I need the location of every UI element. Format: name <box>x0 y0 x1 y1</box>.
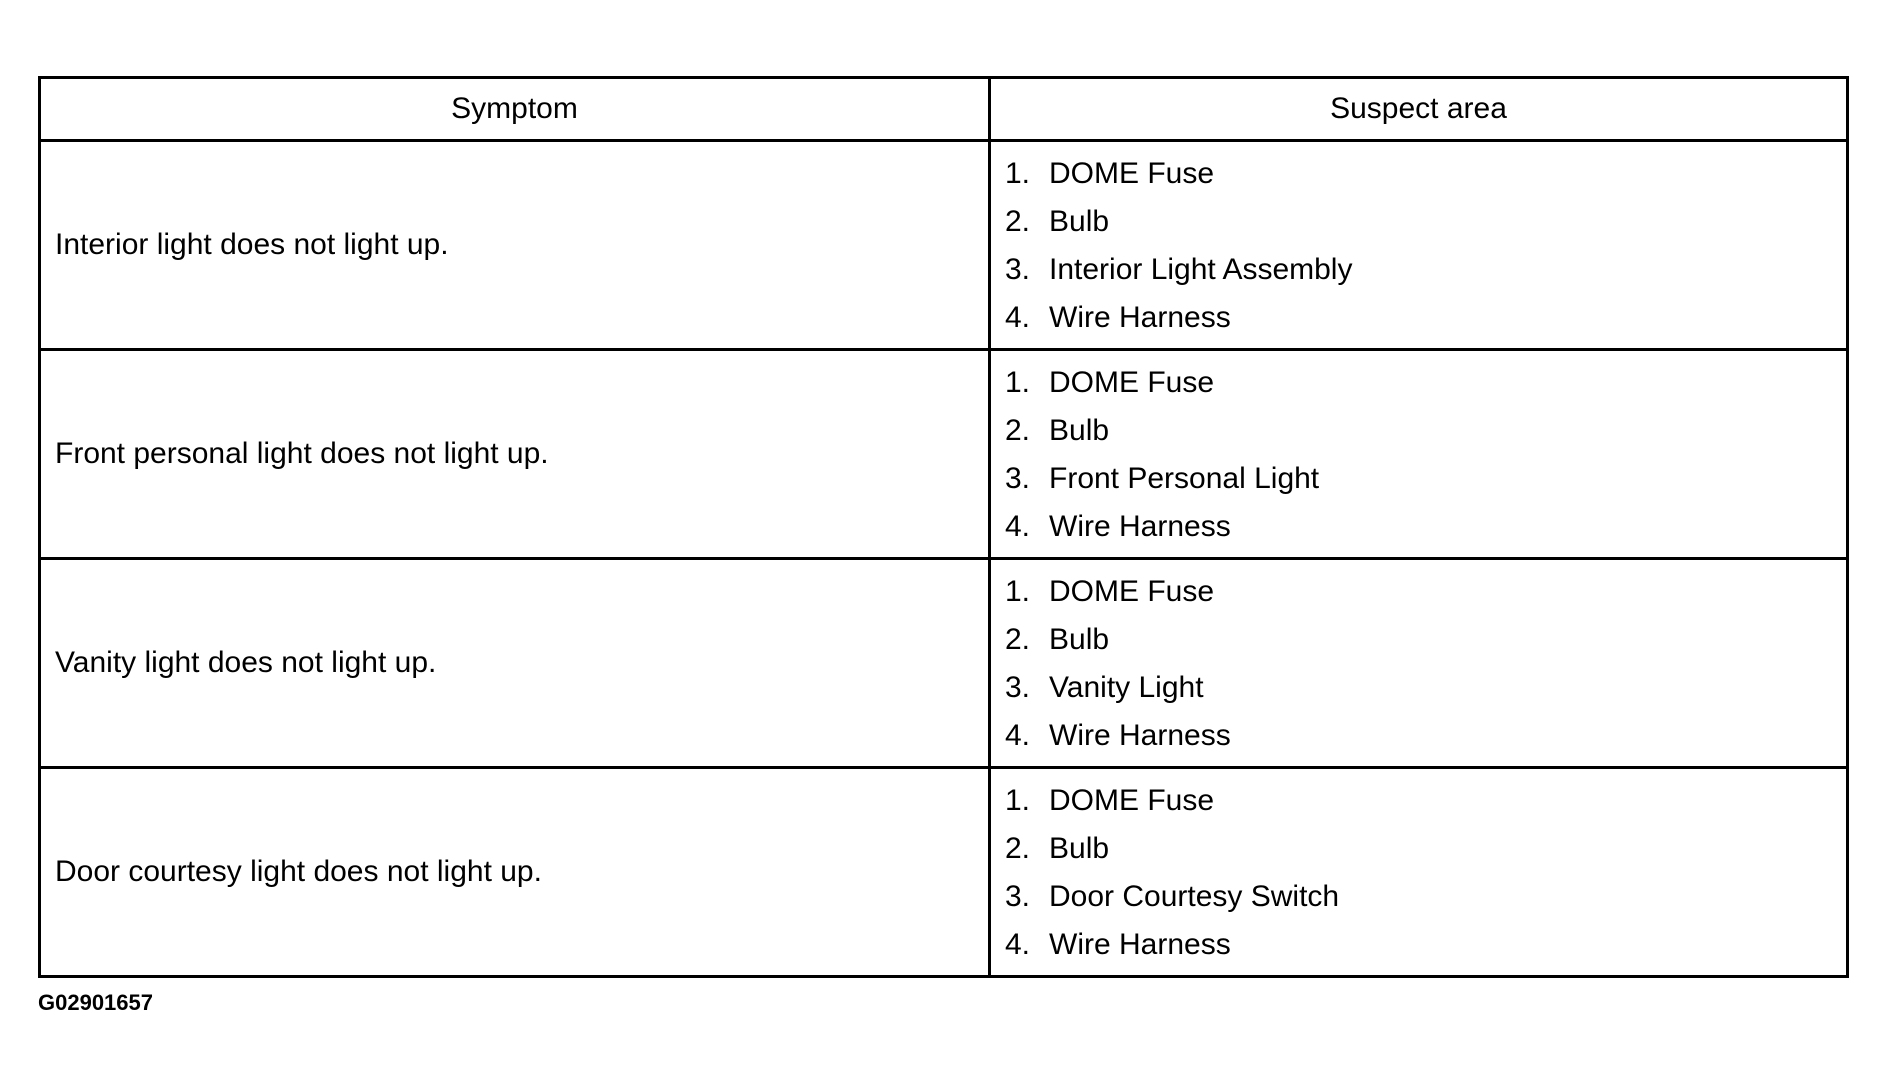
table-row <box>40 768 1848 977</box>
suspect-list <box>991 769 1846 975</box>
list-item <box>1005 198 1846 246</box>
figure-code: G02901657 <box>38 990 153 1015</box>
table-row <box>40 559 1848 768</box>
suspect-list <box>991 560 1846 766</box>
item-number: 3. <box>1005 880 1031 913</box>
item-number: 2. <box>1005 832 1031 865</box>
list-item <box>1005 246 1846 294</box>
item-text: Interior Light Assembly <box>1049 253 1353 286</box>
list-item <box>1005 777 1846 825</box>
item-number: 1. <box>1005 784 1031 817</box>
list-item <box>1005 825 1846 873</box>
symptom-cell: Front personal light does not light up. <box>40 350 990 559</box>
list-item <box>1005 664 1846 712</box>
item-number: 3. <box>1005 253 1031 286</box>
item-text: Wire Harness <box>1049 510 1231 543</box>
suspect-area-cell <box>990 768 1848 977</box>
list-item <box>1005 616 1846 664</box>
item-number: 4. <box>1005 928 1031 961</box>
list-item <box>1005 150 1846 198</box>
list-item <box>1005 712 1846 760</box>
suspect-area-cell <box>990 141 1848 350</box>
item-text: Wire Harness <box>1049 928 1231 961</box>
suspect-area-column-header: Suspect area <box>990 78 1848 141</box>
item-text: DOME Fuse <box>1049 575 1215 608</box>
item-number: 2. <box>1005 623 1031 656</box>
item-number: 4. <box>1005 510 1031 543</box>
list-item <box>1005 359 1846 407</box>
symptom-column-header: Symptom <box>40 78 990 141</box>
item-number: 4. <box>1005 719 1031 752</box>
item-text: DOME Fuse <box>1049 784 1215 817</box>
suspect-area-cell <box>990 350 1848 559</box>
item-number: 3. <box>1005 462 1031 495</box>
symptom-cell: Interior light does not light up. <box>40 141 990 350</box>
suspect-area-cell <box>990 559 1848 768</box>
troubleshooting-table <box>38 76 1849 978</box>
item-text: Vanity Light <box>1049 671 1204 704</box>
troubleshooting-table-container <box>38 76 1846 978</box>
table-row <box>40 141 1848 350</box>
list-item <box>1005 873 1846 921</box>
item-text: Wire Harness <box>1049 301 1231 334</box>
symptom-cell: Door courtesy light does not light up. <box>40 768 990 977</box>
item-text: Bulb <box>1049 623 1110 656</box>
suspect-list <box>991 142 1846 348</box>
table-row <box>40 350 1848 559</box>
item-text: Bulb <box>1049 205 1110 238</box>
list-item <box>1005 294 1846 342</box>
item-text: Wire Harness <box>1049 719 1231 752</box>
item-number: 1. <box>1005 157 1031 190</box>
item-text: Door Courtesy Switch <box>1049 880 1340 913</box>
item-number: 1. <box>1005 366 1031 399</box>
item-text: DOME Fuse <box>1049 366 1215 399</box>
list-item <box>1005 568 1846 616</box>
item-number: 1. <box>1005 575 1031 608</box>
suspect-list <box>991 351 1846 557</box>
list-item <box>1005 921 1846 969</box>
list-item <box>1005 407 1846 455</box>
symptom-cell: Vanity light does not light up. <box>40 559 990 768</box>
item-number: 3. <box>1005 671 1031 704</box>
table-header-row <box>40 78 1848 141</box>
item-number: 2. <box>1005 205 1031 238</box>
item-number: 4. <box>1005 301 1031 334</box>
item-number: 2. <box>1005 414 1031 447</box>
item-text: Bulb <box>1049 832 1110 865</box>
item-text: Bulb <box>1049 414 1110 447</box>
item-text: DOME Fuse <box>1049 157 1215 190</box>
list-item <box>1005 503 1846 551</box>
list-item <box>1005 455 1846 503</box>
item-text: Front Personal Light <box>1049 462 1320 495</box>
